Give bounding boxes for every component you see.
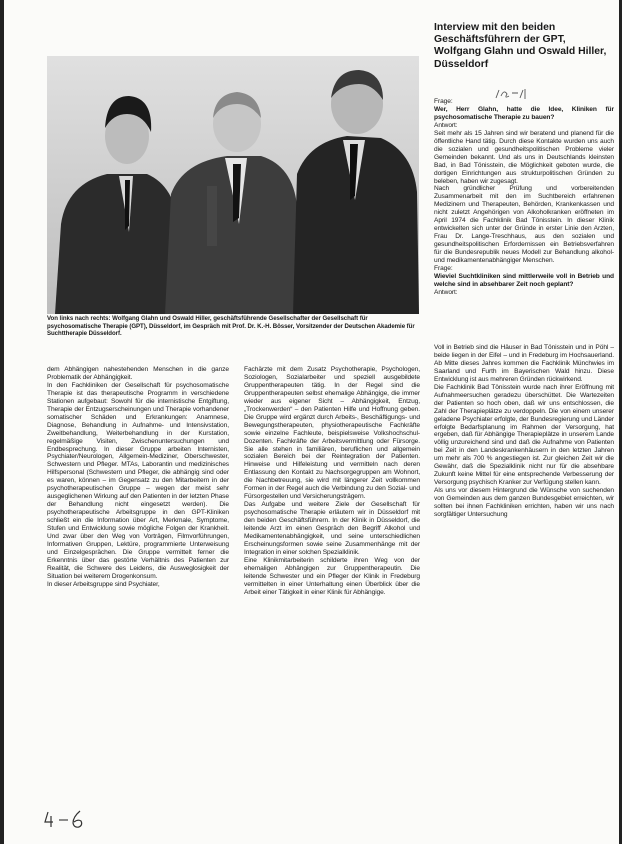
interview-column-continued (434, 344, 614, 840)
answer-1-continued: Nach gründlicher Prüfung und vorbereitenden Zusammenarbeit mit den im Suchtbereich erfahrenen Medizinern und Therapeuten, Behörden, Krankenkassen und nicht zuletzt Angehörigen von Alkoholkranken eröffneten im April 1974 die Fachklinik Bad Tönisstein. In dieser Klinik entwickelten sich unter der Gründe in erster Linie den Arzten, Frau Dr. Lange-Treschhaus, aus den sozialen und gesundheitspolitischen Erfordernissen ein Betriebsverfahren für die Bundesrepublik neues Modell zur Behandlung alkohol- und medikamentenabhängiger Menschen. (434, 185, 614, 265)
scan-edge-left (0, 0, 4, 844)
answer-1: Seit mehr als 15 Jahren sind wir beratend und planend für die öffentliche Hand tätig. Durch diese Kontakte wurden uns auch die sozialen und gesundheitspolitischen Probleme vieler Gemeinden bekannt. Und als uns in Deutschlands kleinsten Bad, in Bad Tönisstein, die Möglichkeit geboten wurde, die dortigen Einrichtungen aus strukturpolitischen Gründen zu beleben, haben wir zugesagt. (434, 129, 614, 185)
article-paragraph: In den Fachkliniken der Gesellschaft für psychosomatische Therapie ist das therapeutische Programm in verschiedene Stationen aufgebaut: Sowohl für die internistische Entgiftung, Therapie der Entzugserscheinungen und Therapie vorhandener somatischer Schäden und Erkrankungen: Anamnese, Diagnose, Behandlung in Aufnahme- und Intensivstation, Zweitbehandlung, Weiterbehandlung in der Kurstation, regelmäßige Visiten, Zwischenuntersuchungen und Endbesprechung. In dieser Gruppe arbeiten Internisten, Psychiater/Neurologen, Allgemein-Mediziner, Oberschwester, Schwestern und Pfleger. MTAs, Laborantin und medizinisches Hilfspersonal (Schwestern und Pfleger, die abhängig sind oder es waren, können – im Gegensatz zu den Mitarbeitern in der psychotherapeutischen Gruppe – wegen der meist sehr ausgeglichenen Wirkung auf den Patienten in der letzten Phase der Behandlung nicht eingesetzt werden). Die psychotherapeutische Arbeitsgruppe in den GPT-Kliniken schließt ein die Information über Art, Merkmale, Symptome, Stufen und Entwicklung sowie mögliche Folgen der Krankheit. Und zwar über den Weg von Vorträgen, Filmvorführungen, Informativen Gruppen, Lektüre, programmierte Unterweisung und Einzelgesprächen. Die Gruppe vermittelt ferner die Erkenntnis über das gestörte Verhältnis des Patienten zur Realität, die Schwere des Leidens, die Ausweglosigkeit der Situation bei weiterem Drogenkonsum. (47, 381, 229, 580)
interview-text (434, 98, 614, 344)
answer-2: Voll in Betrieb sind die Häuser in Bad Tönisstein und in Pöhl – beide liegen in der Eifel – und in Fredeburg im Hochsauerland. Ab Mitte dieses Jahres kommen die Fachklinik Münchwies im Saarland und Furth im Bayerischen Wald hinzu. Diese Entwicklung ist aus mehreren Gründen rückwirkend. (434, 344, 614, 383)
group-photo (47, 56, 419, 314)
answer-2-continued: Die Fachklinik Bad Tönisstein wurde nach ihrer Eröffnung mit Aufnahmeersuchen geradezu überschüttet. Die Wartezeiten der Patienten so hoch oben, daß wir uns entschlossen, die Zahl der Therapieplätze zu verdoppeln. Die von einem unserer geladene Psychiater erfolgte, der Bundesregierung und Länder erfolgte Bedarfsplanung im Rahmen der Versorgung, hat ergeben, daß für Abhängige Therapieplätze in unserem Lande völlig unzureichend sind und daß die Aufnahme von Patienten bei Zeit in den Landeskrankenhäusern in den letzten Jahren um mehr als 700 % angestiegen ist. Zur gleichen Zeit wir die Gewähr, daß die Spezialklinik nicht nur für die absehbare Zukunft keine Mittel für eine entsprechende Verbesserung der Versorgung psychisch Kranker zur Verfügung stellen kann. (434, 383, 614, 487)
question-label: Frage: (434, 98, 453, 105)
answer-label: Antwort: (434, 121, 458, 129)
answer-2-continued: Als uns vor diesem Hintergrund die Wünsche von suchenden von Gemeinden aus dem ganzen Bundesgebiet erreichten, wir sollten bei ihnen Fachkliniken errichten, haben wir uns nach sorgfältiger Untersuchung (434, 487, 614, 519)
article-paragraph: Fachärzte mit dem Zusatz Psychotherapie, Psychologen, Soziologen, Sozialarbeiter und speziell ausgebildete Gruppentherapeuten tätig. In der Regel sind die Gruppentherapeuten selbst ehemalige Abhängige, die immer wieder aus eigener Sicht – Abhängigkeit, Entzug, „Trockenwerden“ – den Patienten Hilfe und Hoffnung geben. Die Gruppe wird ergänzt durch Arbeits-, Beschäftigungs- und Bewegungstherapeuten, physiotherapeutische Fachkräfte sowie einzelne Fachleute, beispielsweise Volkshochschul-Dozenten. Fachkräfte der Arbeitsvermittlung oder Fürsorge. Sie alle stehen in familiären, beruflichen und allgemein sozialen Bereich bei der Reintegration der Patienten. Hinweise und Hilfeleistung und vermitteln nach deren Entlassung den Kontakt zu Nachsorgegruppen am Wohnort, die Nachbetreuung, sie wird mit längerer Zeit vollkommen Formen in der Regel auch die Verbindung zu den Sozial- und Fürsorgestellen und Versicherungsträgern. (244, 366, 420, 501)
question-label: Frage: (434, 265, 453, 273)
article-column-2 (244, 366, 420, 836)
photo-caption: Von links nach rechts: Wolfgang Glahn und Oswald Hiller, geschäftsführende Gesellschafter der Gesellschaft für psychosomatische Therapie (GPT), Düsseldorf, im Gespräch mit Prof. Dr. K.-H. Bösser, Vorsitzender der Deutschen Akademie für Suchttherapie Düsseldorf. (47, 315, 415, 338)
article-paragraph: Das Aufgabe und weitere Ziele der Gesellschaft für psychosomatische Therapie erläutern wir in Düsseldorf mit den beiden Geschäftsführern. In der Klinik in Düsseldorf, die leitende Arzt im einen Gespräch den Begriff Alkohol und Medikamentenabhängigkeit, und seine unterschiedlichen Erscheinungsformen sowie seine Zusammenhänge mit der Integration in einer solchen Spezialklinik. (244, 501, 420, 556)
interview-title: Interview mit den beiden Geschäftsführern der GPT, Wolfgang Glahn und Oswald Hiller, Düsseldorf (434, 22, 607, 70)
article-paragraph: Eine Klinikmitarbeiterin schilderte ihren Weg von der ehemaligen Abhängigen zur Gruppentherapeutin. Die leitende Schwester und ein Pfleger der Klinik in Fredeburg vermittelten in einer Unterhaltung einen Überblick über die Arbeit einer Tätigkeit in einer Klinik für Abhängige. (244, 556, 420, 596)
handwritten-page-number (42, 808, 92, 830)
article-column-1 (47, 366, 229, 836)
answer-label: Antwort: (434, 288, 458, 296)
question-2: Wieviel Suchtkliniken sind mittlerweile voll in Betrieb und welche sind in absehbarer Zeit noch geplant? (434, 272, 614, 288)
article-paragraph: dem Abhängigen nahestehenden Menschen in die ganze Problematik der Abhängigkeit. (47, 366, 229, 381)
article-paragraph: In dieser Arbeitsgruppe sind Psychiater, (47, 580, 160, 588)
question-1: Wer, Herr Glahn, hatte die Idee, Kliniken für psychosomatische Therapie zu bauen? (434, 105, 614, 121)
